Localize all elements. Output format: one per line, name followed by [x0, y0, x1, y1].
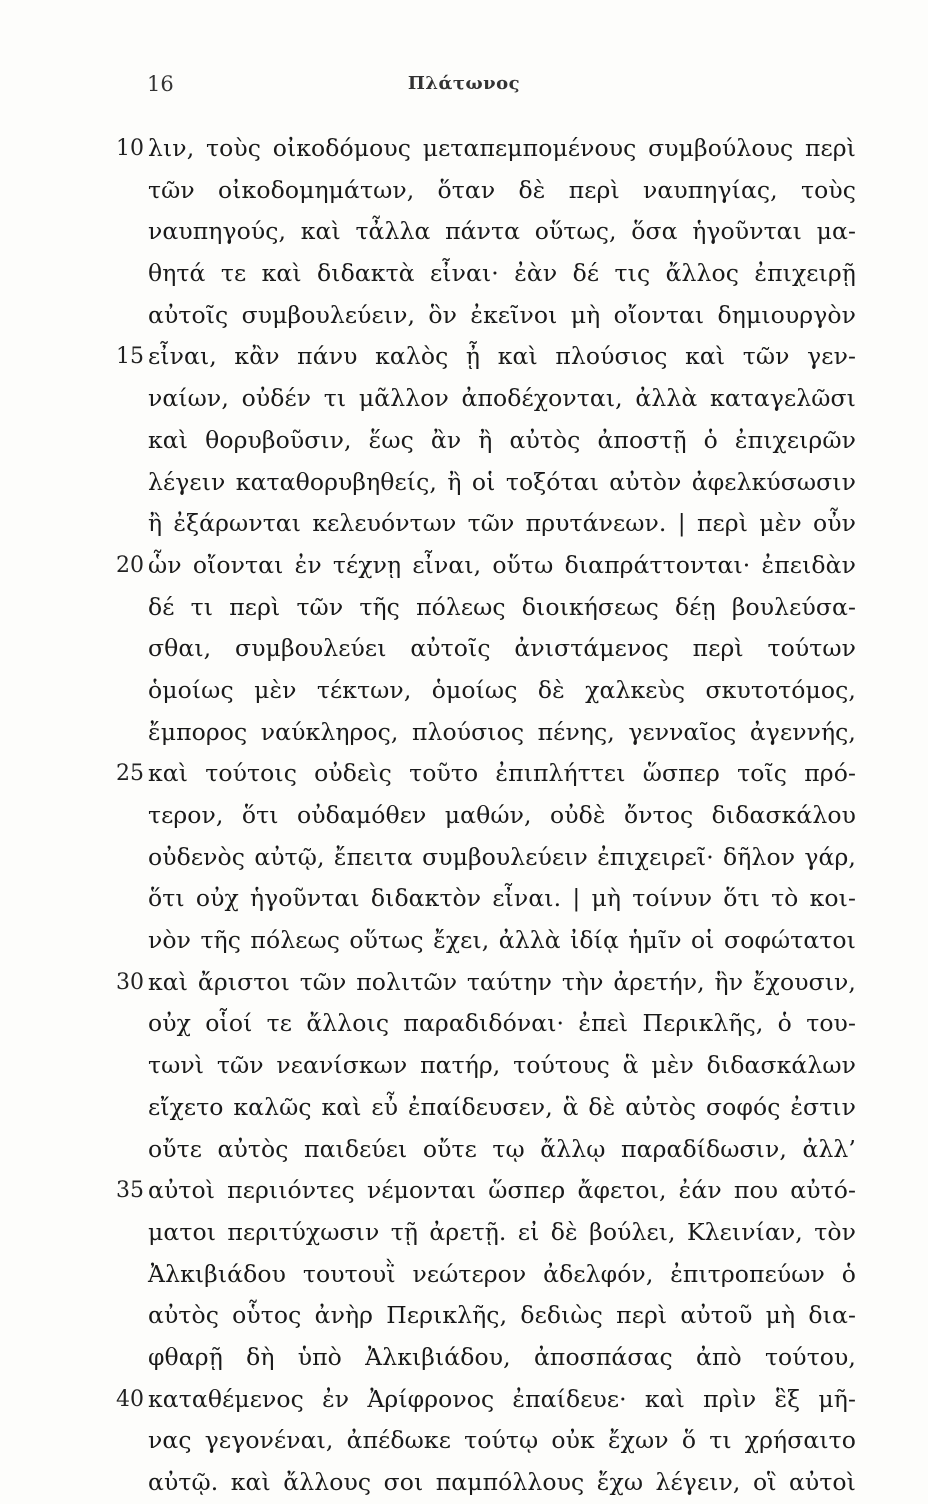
text-line — [116, 795, 856, 837]
line-text: ναυπηγούς, καὶ τἆλλα πάντα οὕτως, ὅσα ἡγοῦνται μα- — [148, 217, 856, 246]
line-text: ναίων, οὐδέν τι μᾶλλον ἀποδέχονται, ἀλλὰ καταγελῶσι — [148, 384, 856, 413]
text-line — [116, 378, 856, 420]
page-header — [0, 72, 928, 102]
line-text: ματοι περιτύχωσιν τῇ ἀρετῇ. εἰ δὲ βούλει, Κλεινίαν, τὸν — [148, 1217, 856, 1246]
text-line — [116, 837, 856, 879]
line-text: ἔμπορος ναύκληρος, πλούσιος πένης, γενναῖος ἀγεννής, — [148, 717, 856, 746]
line-number: 15 — [116, 344, 144, 370]
line-text: δέ τι περὶ τῶν τῆς πόλεως διοικήσεως δέῃ βουλεύσα- — [148, 592, 856, 621]
text-line — [116, 1462, 856, 1504]
line-text: λέγειν καταθορυβηθείς, ἢ οἱ τοξόται αὐτὸν ἀφελκύσωσιν — [148, 467, 856, 496]
text-line — [116, 128, 856, 170]
line-text: νὸν τῆς πόλεως οὕτως ἔχει, ἀλλὰ ἰδίᾳ ἡμῖν οἱ σοφώτατοι — [148, 926, 856, 955]
line-text: οὔτε αὐτὸς παιδεύει οὔτε τῳ ἄλλῳ παραδίδωσιν, ἀλλ’ — [148, 1134, 856, 1163]
text-line — [116, 878, 856, 920]
text-line — [116, 295, 856, 337]
line-number: 35 — [116, 1178, 144, 1204]
line-text: φθαρῇ δὴ ὑπὸ Ἀλκιβιάδου, ἀποσπάσας ἀπὸ τούτου, — [148, 1342, 856, 1371]
text-line — [116, 1003, 856, 1045]
line-text: αὐτὸς οὗτος ἀνὴρ Περικλῆς, δεδιὼς περὶ αὐτοῦ μὴ δια- — [148, 1301, 856, 1330]
text-line — [116, 753, 856, 795]
text-line — [116, 336, 856, 378]
text-line — [116, 587, 856, 629]
line-text: τῶν οἰκοδομημάτων, ὅταν δὲ περὶ ναυπηγίας, τοὺς — [148, 175, 856, 204]
line-text: ὧν οἴονται ἐν τέχνῃ εἶναι, οὕτω διαπράττονται· ἐπειδὰν — [148, 550, 856, 579]
text-line — [116, 1129, 856, 1171]
line-text: αὐτῷ. καὶ ἄλλους σοι παμπόλλους ἔχω λέγειν, οἳ αὐτοὶ — [148, 1468, 856, 1496]
text-line — [116, 1295, 856, 1337]
text-line — [116, 712, 856, 754]
text-line — [116, 1087, 856, 1129]
text-line — [116, 1045, 856, 1087]
greek-text-body — [116, 128, 856, 1504]
line-text: ἢ ἐξάρωνται κελευόντων τῶν πρυτάνεων. | περὶ μὲν οὖν — [148, 509, 856, 538]
line-number: 20 — [116, 552, 144, 578]
line-text: τερον, ὅτι οὐδαμόθεν μαθών, οὐδὲ ὄντος διδασκάλου — [148, 801, 856, 829]
line-text: Ἀλκιβιάδου τουτουῒ νεώτερον ἀδελφόν, ἐπιτροπεύων ὁ — [148, 1259, 856, 1288]
line-text: εἶναι, κἂν πάνυ καλὸς ᾖ καὶ πλούσιος καὶ τῶν γεν- — [148, 342, 856, 371]
line-text: οὐχ οἷοί τε ἄλλοις παραδιδόναι· ἐπεὶ Περικλῆς, ὁ του- — [148, 1009, 856, 1038]
line-text: καὶ τούτοις οὐδεὶς τοῦτο ἐπιπλήττει ὥσπερ τοῖς πρό- — [148, 759, 856, 788]
line-text: οὐδενὸς αὐτῷ, ἔπειτα συμβουλεύειν ἐπιχειρεῖ· δῆλον γάρ, — [148, 842, 856, 871]
text-line — [116, 1170, 856, 1212]
line-text: ὅτι οὐχ ἡγοῦνται διδακτὸν εἶναι. | μὴ τοίνυν ὅτι τὸ κοι- — [148, 884, 856, 913]
line-text: καὶ θορυβοῦσιν, ἕως ἂν ἢ αὐτὸς ἀποστῇ ὁ ἐπιχειρῶν — [148, 425, 856, 454]
text-line — [116, 1254, 856, 1296]
text-line — [116, 420, 856, 462]
text-line — [116, 1212, 856, 1254]
line-number: 30 — [116, 969, 144, 995]
text-line — [116, 628, 856, 670]
text-line — [116, 462, 856, 504]
line-number: 25 — [116, 761, 144, 787]
line-text: σθαι, συμβουλεύει αὐτοῖς ἀνιστάμενος περὶ τούτων — [148, 634, 856, 663]
text-line — [116, 503, 856, 545]
line-number: 10 — [116, 136, 144, 161]
text-line — [116, 962, 856, 1004]
text-line — [116, 211, 856, 253]
line-text: ὁμοίως μὲν τέκτων, ὁμοίως δὲ χαλκεὺς σκυτοτόμος, — [148, 675, 856, 704]
text-line — [116, 1420, 856, 1462]
line-text: εἴχετο καλῶς καὶ εὖ ἐπαίδευσεν, ἃ δὲ αὐτὸς σοφός ἐστιν — [148, 1092, 856, 1121]
line-text: θητά τε καὶ διδακτὰ εἶναι· ἐὰν δέ τις ἄλλος ἐπιχειρῇ — [148, 259, 856, 288]
line-text: αὐτοῖς συμβουλεύειν, ὃν ἐκεῖνοι μὴ οἴονται δημιουργὸν — [148, 300, 856, 329]
line-text: τωνὶ τῶν νεανίσκων πατήρ, τούτους ἃ μὲν διδασκάλων — [148, 1051, 856, 1080]
page-number: 16 — [147, 72, 174, 96]
line-text: αὐτοὶ περιιόντες νέμονται ὥσπερ ἄφετοι, ἐάν που αὐτό- — [148, 1176, 856, 1205]
line-text: λιν, τοὺς οἰκοδόμους μεταπεμπομένους συμβούλους περὶ — [148, 134, 856, 162]
line-text: καὶ ἄριστοι τῶν πολιτῶν ταύτην τὴν ἀρετήν, ἣν ἔχουσιν, — [148, 967, 856, 996]
line-number: 40 — [116, 1386, 144, 1412]
text-line — [116, 670, 856, 712]
text-line — [116, 920, 856, 962]
text-line — [116, 170, 856, 212]
line-text: νας γεγονέναι, ἀπέδωκε τούτῳ οὐκ ἔχων ὅ τι χρήσαιτο — [148, 1426, 856, 1455]
line-text: καταθέμενος ἐν Ἀρίφρονος ἐπαίδευε· καὶ πρὶν ἓξ μῆ- — [148, 1384, 856, 1413]
text-line — [116, 253, 856, 295]
running-title: Πλάτωνος — [407, 73, 521, 94]
text-line — [116, 1337, 856, 1379]
text-line — [116, 1379, 856, 1421]
text-line — [116, 545, 856, 587]
